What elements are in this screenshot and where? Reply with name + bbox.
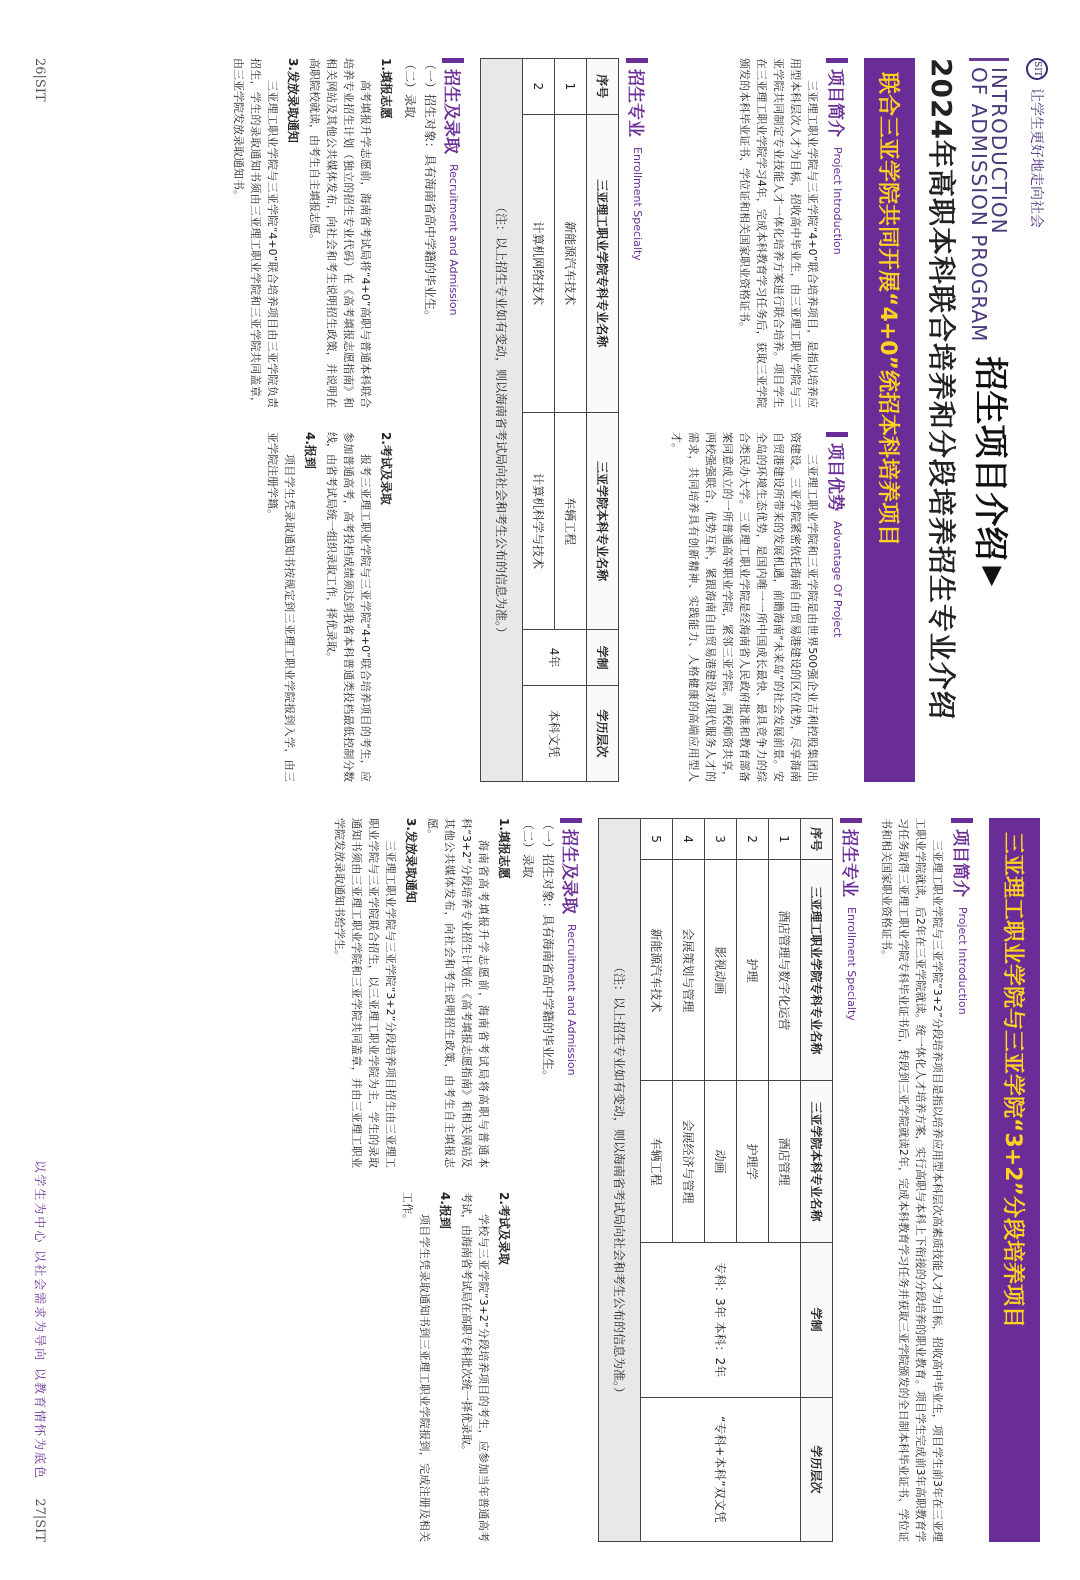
table-header: 三亚理工职业学院专科专业名称: [801, 860, 833, 1081]
section-advantage-heading: [825, 432, 850, 782]
section-title: 招生专业: [839, 829, 859, 897]
step-text: 三亚理工职业学院与三亚学院“3+2”分段培养项目招生由三亚理工职业学院与三亚学院联合招生，以三亚理工职业学院为主，学生的录取通知书须由三亚理工职业学院和三亚学院共同盖章，并由三亚理工职业学院发放录取通知书给学生。: [333, 818, 397, 1168]
step-title: 4.报到: [303, 432, 317, 469]
step-title: 2.考试及录取: [497, 1192, 511, 1265]
page-27: [20, 800, 1060, 1560]
table-cell: 车辆工程: [641, 1081, 673, 1242]
page-title: 2024年高职本科联合培养和分段培养招生专业介绍: [925, 58, 958, 720]
section-specialty-heading: [839, 818, 864, 1542]
section-title: 项目简介: [950, 829, 970, 897]
table-cell: 2: [737, 819, 769, 860]
table-cell: 会展经济与管理: [673, 1081, 705, 1242]
step-text: 项目学生凭录取通知书到三亚理工职业学院报到，完成注册及相关工作。: [401, 1192, 431, 1542]
table-cell: 计算机网络技术: [523, 114, 555, 412]
table-cell: 会展策划与管理: [673, 860, 705, 1081]
table-cell: 动画: [705, 1081, 737, 1242]
table-cell: 4: [673, 819, 705, 860]
table-header: 三亚学院本科专业名称: [801, 1081, 833, 1242]
table-cell-duration: 专科：3年 本科：2年: [641, 1242, 801, 1397]
table-note: （注：以上招生专业如有变动，则以海南省考试局向社会和考生公布的信息为准。）: [480, 58, 522, 782]
page-number: 27|SIT: [32, 1498, 47, 1542]
table-cell: 护理: [737, 860, 769, 1081]
table-header: 三亚理工职业学院专科专业名称: [587, 114, 619, 412]
section-bar: [827, 58, 849, 63]
step-text: 海南省高考填报升学志愿前，海南省考试局将高职与普通本科“3+2”分段培养专业招生计划在《高考填报志愿指南》和相关网站及其他公共媒体发布，向社会和考生说明招生政策，由考生自主填报志愿。: [426, 818, 490, 1168]
section-bar: [827, 432, 849, 437]
intro-paragraph: 三亚理工职业学院与三亚学院“4+0”联合培养项目，是指以培养应用型本科层次人才为目标，招收高中毕业生，由三亚理工职业学院与三亚学院共同制定专业技能人才一体化培养方案进行联合培养。项目学生在三亚理工职业学院学习4年，完成本科教育学习任务后，获取三亚学院颁发的本科毕业证书、学位证和相关国家职业资格证书。: [738, 58, 819, 408]
section-subtitle: Recruitment and Admission: [565, 924, 578, 1076]
table-cell: 1: [769, 819, 801, 860]
table-header-row: [801, 819, 833, 1542]
section-title: 项目简介: [825, 69, 845, 137]
section-bar: [627, 58, 649, 63]
section-subtitle: Project Introduction: [956, 907, 969, 1015]
footer-motto: 以学生为中心 以社会需求为导向 以教育情怀为底色: [33, 1160, 47, 1480]
section-bar: [561, 818, 583, 823]
section-title: 招生及录取: [441, 69, 461, 154]
step-text: 项目学生凭录取通知书按规定到三亚理工职业学院报到入学，由三亚学院注册学籍。: [266, 432, 296, 782]
table-cell: 酒店管理与数字化运营: [769, 860, 801, 1081]
step-text: 报考三亚理工职业学院与三亚学院“4+0”联合培养项目的考生，应参加普通高考，高考投档成绩须达到我省本科普通类投档最低控制分数线，由省考试局统一组织录取工作，择优录取。: [325, 432, 372, 782]
table-cell: 影视动画: [705, 860, 737, 1081]
intro-english-line-1: INTRODUCTION: [987, 67, 1011, 235]
recruit-admit: （二）录取: [403, 58, 417, 119]
advantage-paragraph: 三亚理工职业学院和三亚学院是由世界500强企业吉利控股集团出资建设。三亚学院紧密依托海南自由贸易港建设的区位优势，尽享海南自贸港建设所带来的发展机遇，前瞻海南“未来岛”的社会发展前景。安全岛的环境生态优势，是国内唯一一所中国成长最快、最具竞争力的综合类民办大学。三亚理工职业学院是经海南省人民政府批准和教育部备案同意成立的一所普通高等职业学院，紧邻三亚学院。两校师资共享，两校强强联合，优势互补，紧跟海南自由贸易港建设对现代服务人才的需求，共同培养具有创新精神、实践能力、人格健康的高端应用型人才。: [670, 432, 819, 782]
table-cell: 5: [641, 819, 673, 860]
recruit-target: （一）招生对象：具有海南省高中学籍的毕业生。: [541, 818, 555, 1083]
section-subtitle: Recruitment and Admission: [447, 164, 460, 316]
section-bar: [952, 818, 974, 823]
table-header-row: [587, 59, 619, 782]
table-cell-level: “专科+本科”双文凭: [641, 1397, 801, 1541]
table-header: 学制: [801, 1242, 833, 1397]
step-title: 3.发放录取通知: [404, 818, 418, 903]
table-header: 序号: [801, 819, 833, 860]
table-cell: 护理学: [737, 1081, 769, 1242]
program-banner: 三亚理工职业学院与三亚学院“3+2”分段培养项目: [989, 818, 1040, 1542]
section-recruit-heading: [441, 58, 466, 782]
header-motto-row: [1026, 58, 1048, 782]
recruit-admit: （二）录取: [521, 818, 535, 879]
section-recruit-heading: [559, 818, 584, 1542]
specialty-table: [640, 818, 833, 1542]
program-banner: 联合三亚学院共同开展“4+0”统招本科培养项目: [864, 58, 915, 782]
intro-header: [969, 58, 1018, 782]
table-cell: 新能源汽车技术: [641, 860, 673, 1081]
step-title: 3.发放录取通知: [286, 58, 300, 143]
section-title: 招生专业: [625, 69, 645, 137]
table-note: （注：以上招生专业如有变动，则以海南省考试局向社会和考生公布的信息为准。）: [598, 818, 640, 1542]
section-subtitle: Enrollment Specialty: [845, 907, 858, 1021]
step-title: 1.填报志愿: [379, 58, 393, 119]
step-text: 高考填报升学志愿前，海南省考试局将“4+0”高职与普通本科联合培养专业招生计划（独立的招生专业代码）在《高考填报志愿指南》和相关网站及其他公共媒体发布，向社会和考生说明招生政策，并说明在高职院校就读，由考生自主填报志愿。: [308, 58, 372, 408]
intro-chinese-text: 招生项目介绍: [970, 356, 1010, 561]
page-number: 26|SIT: [32, 58, 47, 102]
intro-english-line-2: OF ADMISSION PROGRAM: [967, 67, 991, 343]
triangle-right-icon: ▶: [978, 566, 1009, 587]
table-cell: 计算机科学与技术: [523, 412, 555, 629]
table-cell: 车辆工程: [555, 412, 587, 629]
step-title: 1.填报志愿: [497, 818, 511, 879]
specialty-table: [522, 58, 619, 782]
table-cell: 3: [705, 819, 737, 860]
intro-chinese: [969, 356, 1018, 586]
table-row: [555, 59, 587, 782]
table-cell: 酒店管理: [769, 1081, 801, 1242]
section-subtitle: Project Introduction: [831, 147, 844, 255]
section-bar: [443, 58, 465, 63]
table-cell: 1: [555, 59, 587, 115]
section-bar: [841, 818, 863, 823]
intro-paragraph: 三亚理工职业学院与三亚学院“3+2”分段培养项目是指以培养应用型本科层次高素质技能人才为目标，招收高中毕业生，项目学生前3年在三亚理工职业学院就读，后2年在三亚学院就读。统一体化人才培养方案，实行高职与本科上下衔接的分段培养的职业教育。项目学生完成前3年高职教育学习任务取得三亚理工职业学院专科毕业证书后，转段到三亚学院就读2年，完成本科教育学习任务并获取三亚学院颁发的全日制本科毕业证书、学位证书和相关国家职业资格证书。: [880, 818, 944, 1542]
section-title: 项目优势: [825, 443, 845, 511]
table-cell: 本科文凭: [523, 685, 587, 781]
section-intro-heading: [825, 58, 850, 408]
section-title: 招生及录取: [559, 829, 579, 914]
step-title: 2.考试及录取: [379, 432, 393, 505]
section-specialty-heading: [625, 58, 650, 782]
step-text: 学校与三亚学院“3+2”分段培养项目的考生，应参加当年普通高考考试，由海南省考试局在高职专科批次统一择优录取。: [460, 1192, 490, 1542]
table-header: 学制: [587, 630, 619, 686]
intro-english: [969, 58, 1009, 342]
section-intro-heading: [950, 818, 975, 1542]
section-subtitle: Advantage Of Project: [831, 521, 844, 638]
section-subtitle: Enrollment Specialty: [631, 147, 644, 261]
table-cell: 新能源汽车技术: [555, 114, 587, 412]
table-header: 三亚学院本科专业名称: [587, 412, 619, 629]
recruit-target: （一）招生对象：具有海南省高中学籍的毕业生。: [423, 58, 437, 323]
step-text: 三亚理工职业学院与三亚学院“4+0”联合培养项目由三亚学院负责招生，学生的录取通知书须由三亚理工职业学院和三亚学院共同盖章，由三亚学院发放录取通知书。: [232, 58, 279, 408]
table-header: 学历层次: [587, 685, 619, 781]
table-cell: 2: [523, 59, 555, 115]
table-cell: 4年: [523, 630, 587, 686]
step-title: 4.报到: [438, 1192, 452, 1229]
table-row: [769, 819, 801, 1542]
school-logo-icon: SIT: [1026, 58, 1048, 80]
table-header: 序号: [587, 59, 619, 115]
table-header: 学历层次: [801, 1397, 833, 1541]
school-motto: 让学生更好地走向社会: [1028, 88, 1044, 228]
page-26: [20, 40, 1060, 800]
